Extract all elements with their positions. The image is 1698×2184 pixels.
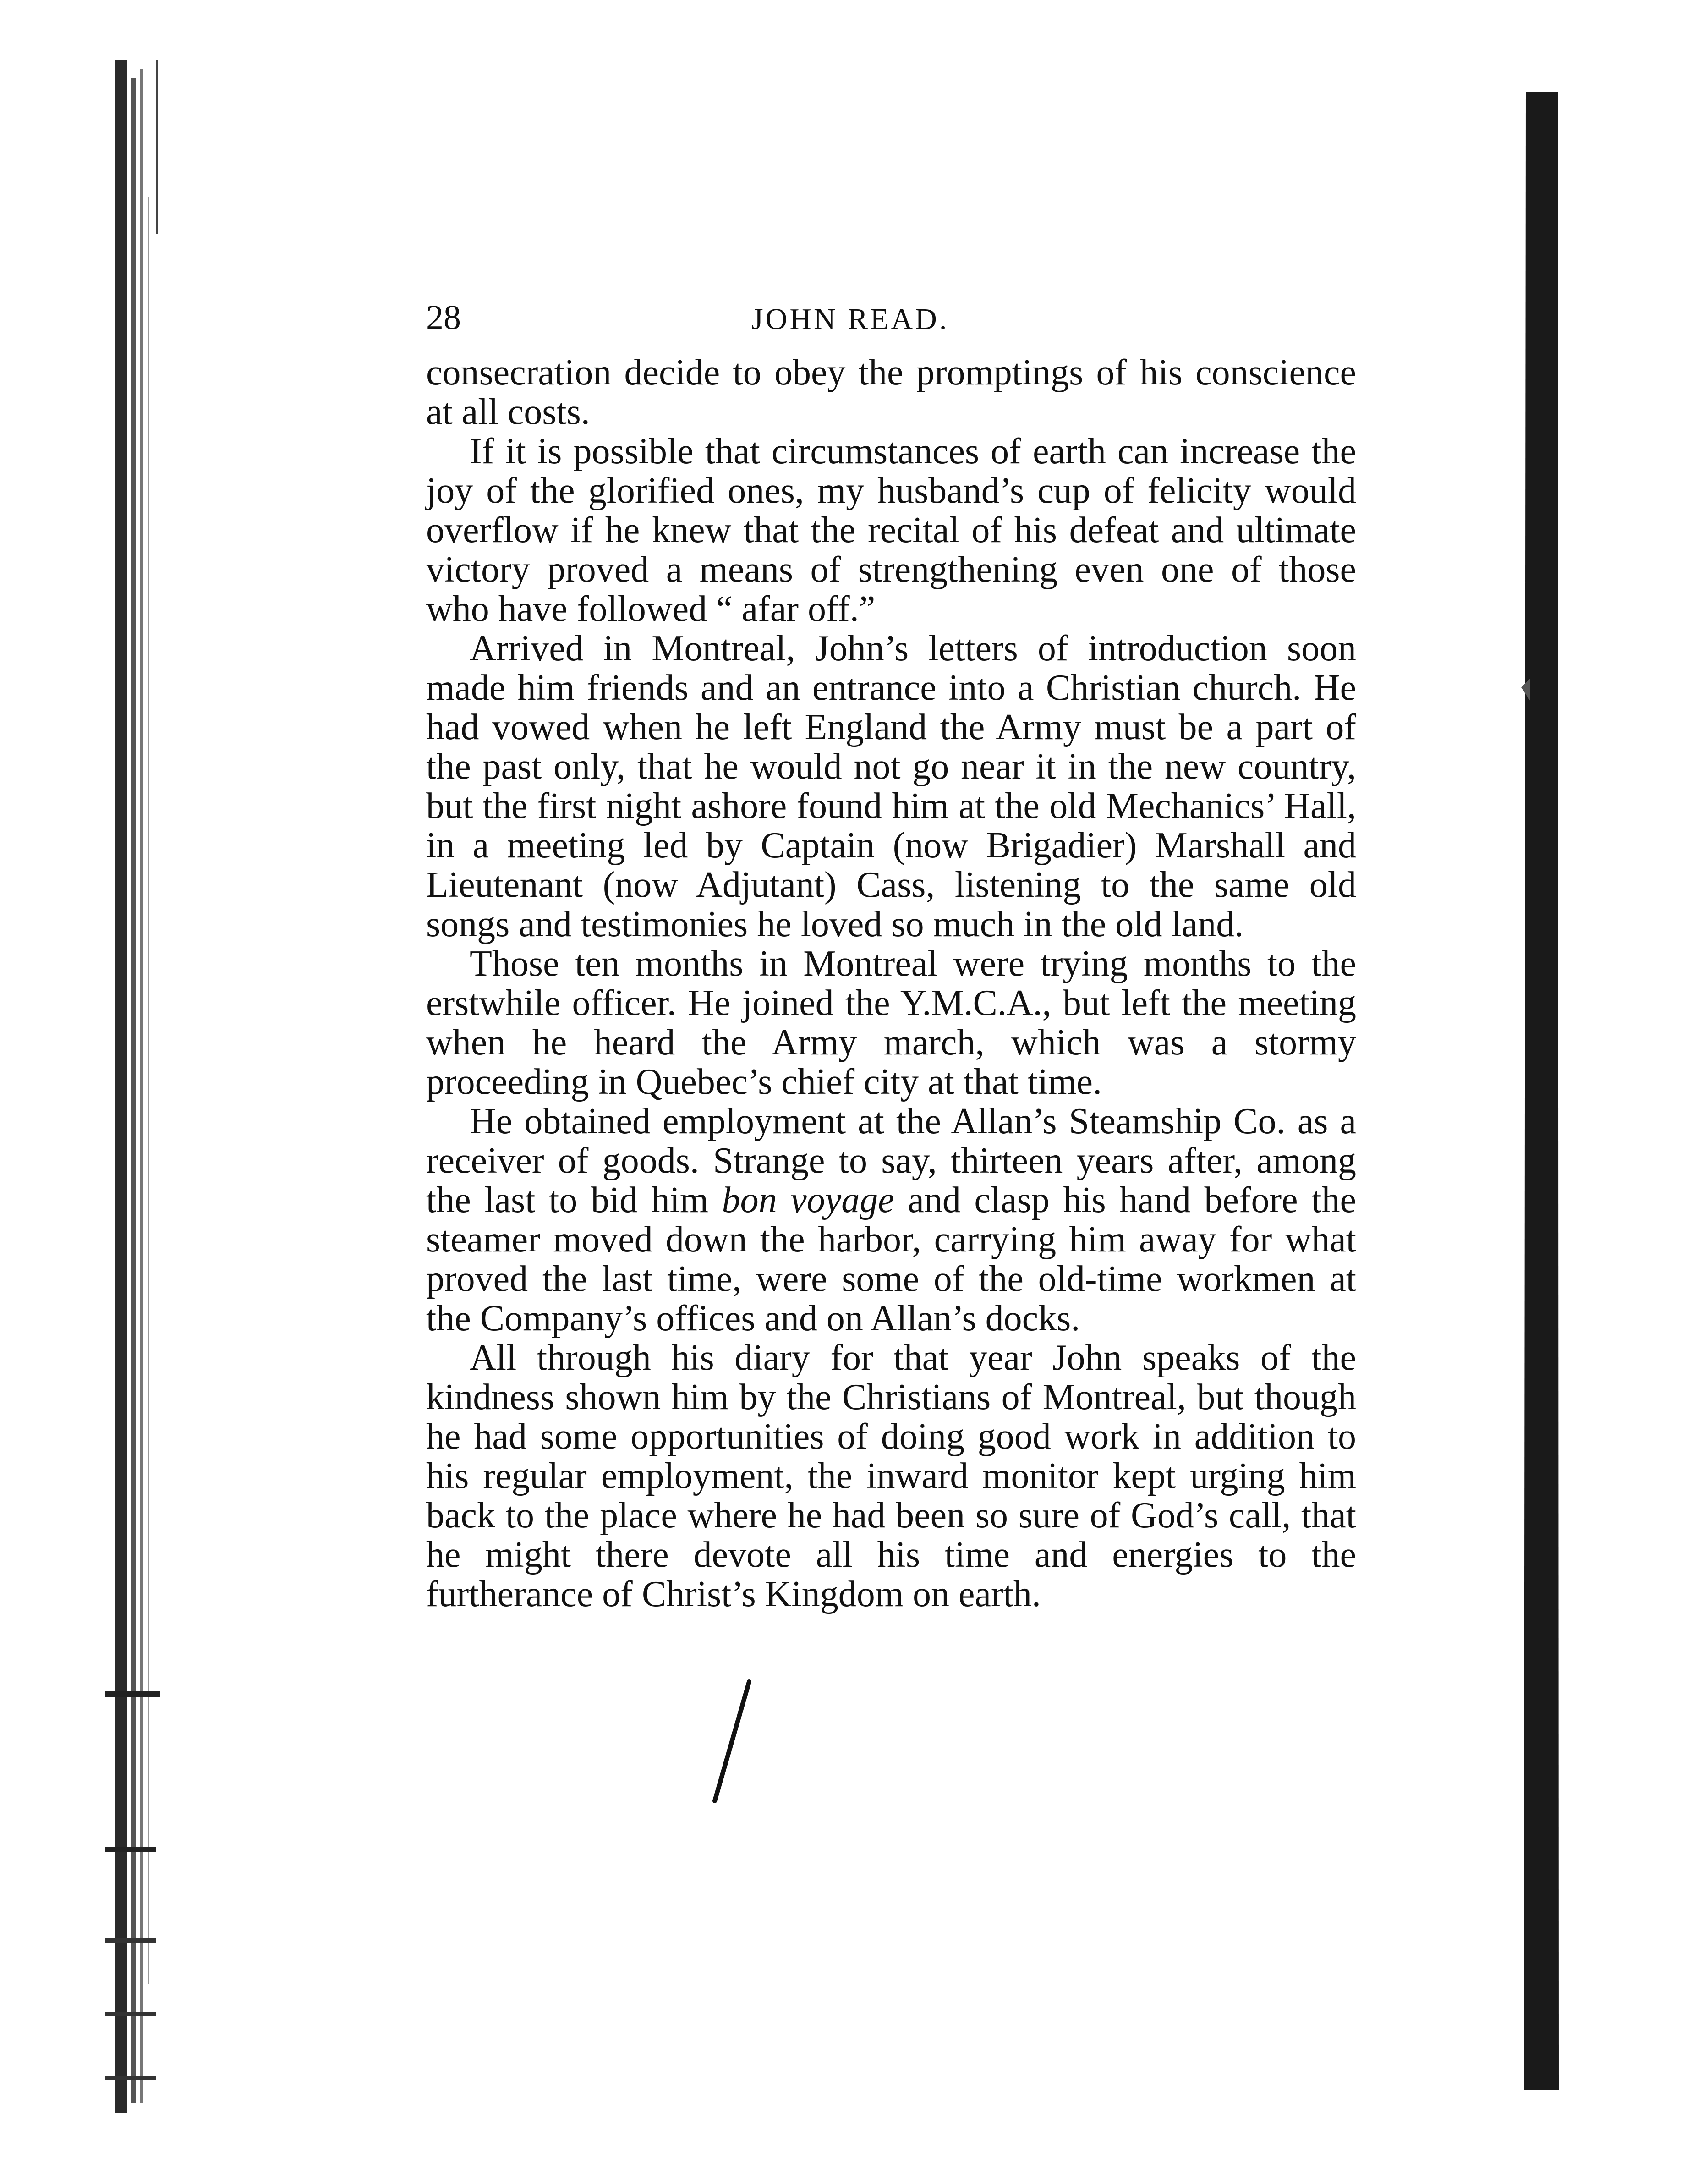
- page-header: [426, 298, 1356, 353]
- italic-bon-voyage: bon voyage: [722, 1180, 894, 1220]
- paragraph-continued: consecration decide to obey the promptings of his conscience at all costs.: [426, 352, 1356, 432]
- paragraph-felicity: If it is possible that circumstances of earth can increase the joy of the glorified ones, my husband’s cup of felicity would overflow if he knew that the recital of his defeat and ultimate victory proved a means of strengthening even one of those who have followed “ afar off.”: [426, 431, 1356, 629]
- paragraph-montreal-arrival: Arrived in Montreal, John’s letters of introduction soon made him friends and an entrance into a Christian church. He had vowed when he left England the Army must be a part of the past only, that he would not go near it in the new country, but the first night ashore found him at the old Mechanics’ Hall, in a meeting led by Captain (now Brigadier) Marshall and Lieutenant (now Adjutant) Cass, listening to the same old songs and testimonies he loved so much in the old land.: [426, 628, 1356, 944]
- paragraph-diary: All through his diary for that year John speaks of the kindness shown him by the Christians of Montreal, but though he had some opportunities of doing good work in addition to his regular employment, the inward monitor kept urging him back to the place where he had been so sure of God’s call, that he might there devote all his time and energies to the furtherance of Christ’s Kingdom on earth.: [426, 1338, 1356, 1614]
- employment-text-end: and clasp his hand before the steamer moved down the harbor, carrying him away for what proved the last time, were some of the old-time workmen at the Company’s offices and on Allan’s docks.: [426, 1180, 1357, 1339]
- employment-text-start: He obtained employment at the Allan’s Steamship Co. as a receiver of goods. Strange to say, thirteen years after, among the last to bid him: [426, 1101, 1356, 1220]
- scan-page-edge-right: [1521, 92, 1576, 2090]
- page-number: 28: [426, 298, 461, 337]
- page-text-block: [426, 298, 1356, 1614]
- running-head: JOHN READ.: [751, 302, 949, 336]
- ink-slash-mark: [696, 1677, 756, 1810]
- scan-binding-edge-left: [105, 60, 197, 2113]
- paragraph-ten-months: Those ten months in Montreal were trying months to the erstwhile officer. He joined the Y.M.C.A., but left the meeting when he heard the Army march, which was a stormy proceeding in Quebec’s chief city at that time.: [426, 944, 1356, 1102]
- paragraph-employment: [426, 1102, 1356, 1338]
